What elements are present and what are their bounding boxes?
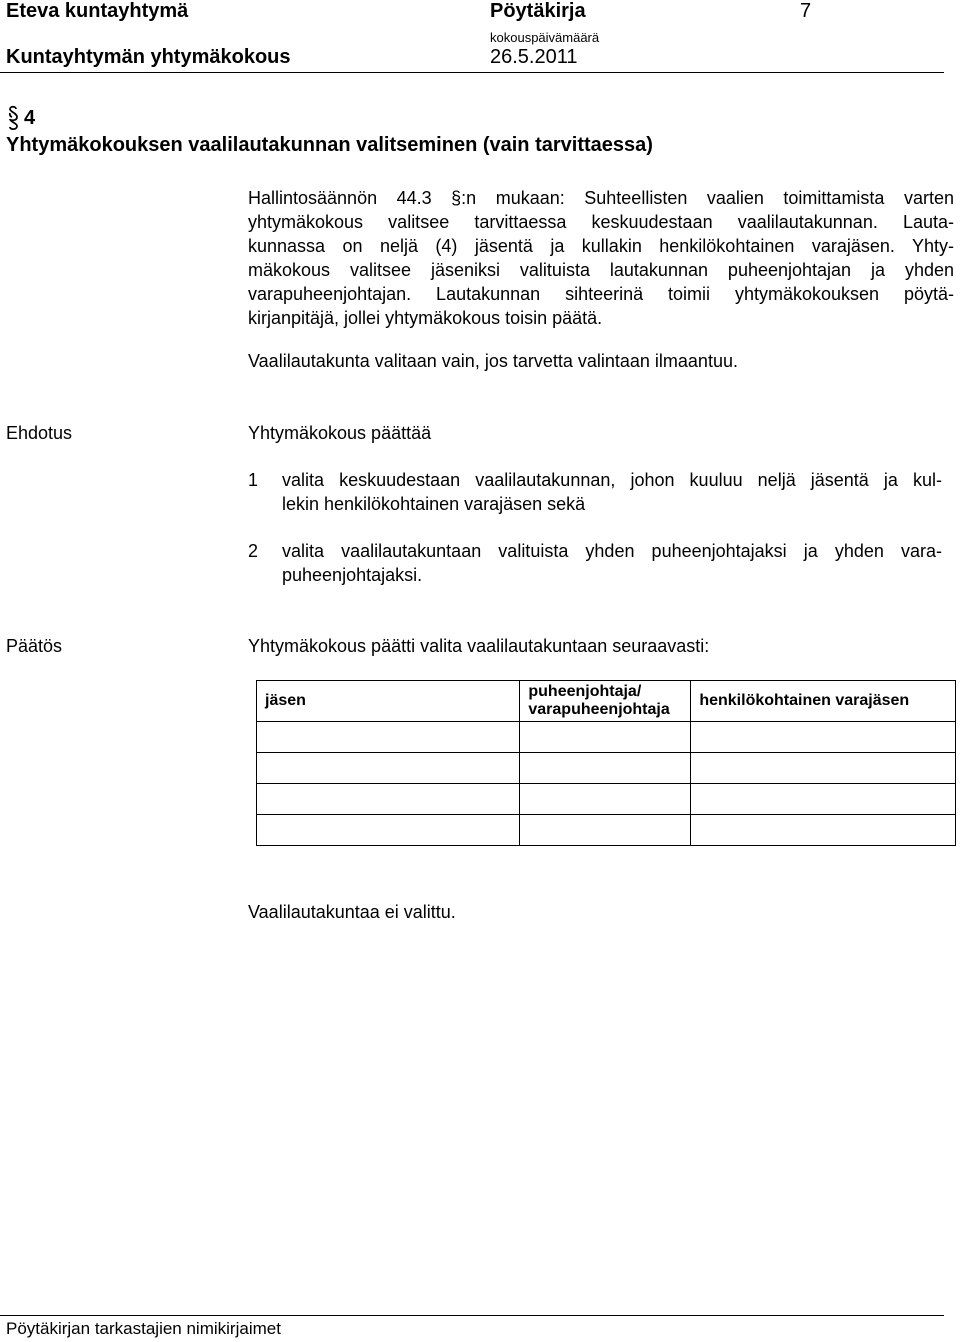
- item-line: lekin henkilökohtainen varajäsen sekä: [282, 494, 586, 514]
- column-header-chair-line2: varapuheenjohtaja: [528, 701, 670, 718]
- intro-line: yhtymäkokous valitsee tarvittaessa keskuudestaan vaalilautakunnan. Lauta-: [248, 212, 954, 232]
- table-cell[interactable]: [691, 753, 956, 784]
- item-line: valita keskuudestaan vaalilautakunnan, johon kuuluu neljä jäsentä ja kul-: [282, 470, 942, 490]
- date-label: kokouspäivämäärä: [490, 30, 600, 45]
- column-header-member: jäsen: [257, 681, 520, 722]
- intro-paragraph: [248, 186, 954, 330]
- decision-result: Vaalilautakuntaa ei valittu.: [248, 902, 456, 922]
- table-cell[interactable]: [520, 784, 691, 815]
- table-row: [257, 815, 956, 846]
- signature-label: Pöytäkirjan tarkastajien nimikirjaimet: [6, 1319, 281, 1338]
- table-cell[interactable]: [257, 722, 520, 753]
- table-cell[interactable]: [691, 722, 956, 753]
- item-number: 2: [248, 541, 259, 561]
- table-cell[interactable]: [257, 784, 520, 815]
- organization-name: Eteva kuntayhtymä: [6, 0, 189, 22]
- meeting-date: 26.5.2011: [490, 46, 578, 68]
- page-number: 7: [800, 0, 812, 22]
- note-text: Vaalilautakunta valitaan vain, jos tarvetta valintaan ilmaantuu.: [248, 351, 738, 371]
- intro-line: mäkokous valitsee jäseniksi valituista lautakunnan puheenjohtajan ja yhden: [248, 260, 954, 280]
- table-cell[interactable]: [691, 815, 956, 846]
- election-table: [256, 680, 956, 846]
- table-row: [257, 753, 956, 784]
- table-row: [257, 784, 956, 815]
- item-line: valita vaalilautakuntaan valituista yhden puheenjohtajaksi ja yhden vara-: [282, 541, 942, 561]
- table-header-row: [257, 681, 956, 722]
- intro-line: Hallintosäännön 44.3 §:n mukaan: Suhteellisten vaalien toimittamista varten: [248, 188, 954, 208]
- table-cell[interactable]: [691, 784, 956, 815]
- decision-lead: Yhtymäkokous päätti valita vaalilautakuntaan seuraavasti:: [248, 636, 710, 656]
- column-header-chair-line1: puheenjohtaja/: [528, 683, 642, 700]
- section-sign-icon: [6, 104, 20, 134]
- item-number: 1: [248, 470, 259, 490]
- table-cell[interactable]: [257, 815, 520, 846]
- section-number: 4: [24, 107, 36, 129]
- item-line: puheenjohtajaksi.: [282, 565, 423, 585]
- header-divider: [0, 72, 944, 73]
- decision-label: Päätös: [6, 636, 63, 656]
- table-row: [257, 722, 956, 753]
- table-cell[interactable]: [520, 815, 691, 846]
- intro-line: varapuheenjohtajan. Lautakunnan sihteerinä toimii yhtymäkokouksen pöytä-: [248, 284, 954, 304]
- intro-line: kirjanpitäjä, jollei yhtymäkokous toisin päätä.: [248, 308, 603, 328]
- proposal-item-1: [282, 468, 942, 516]
- proposal-item-2: [282, 539, 942, 587]
- proposal-label: Ehdotus: [6, 423, 73, 443]
- table-cell[interactable]: [520, 753, 691, 784]
- column-header-chair: [520, 681, 691, 722]
- footer-divider: [0, 1315, 944, 1316]
- table-cell[interactable]: [257, 753, 520, 784]
- section-title: Yhtymäkokouksen vaalilautakunnan valitseminen (vain tarvittaessa): [6, 134, 653, 156]
- column-header-deputy: henkilökohtainen varajäsen: [691, 681, 956, 722]
- proposal-lead: Yhtymäkokous päättää: [248, 423, 432, 443]
- meeting-name: Kuntayhtymän yhtymäkokous: [6, 46, 291, 68]
- intro-line: kunnassa on neljä (4) jäsentä ja kullakin henkilökohtainen varajäsen. Yhty-: [248, 236, 954, 256]
- document-type: Pöytäkirja: [490, 0, 586, 22]
- table-cell[interactable]: [520, 722, 691, 753]
